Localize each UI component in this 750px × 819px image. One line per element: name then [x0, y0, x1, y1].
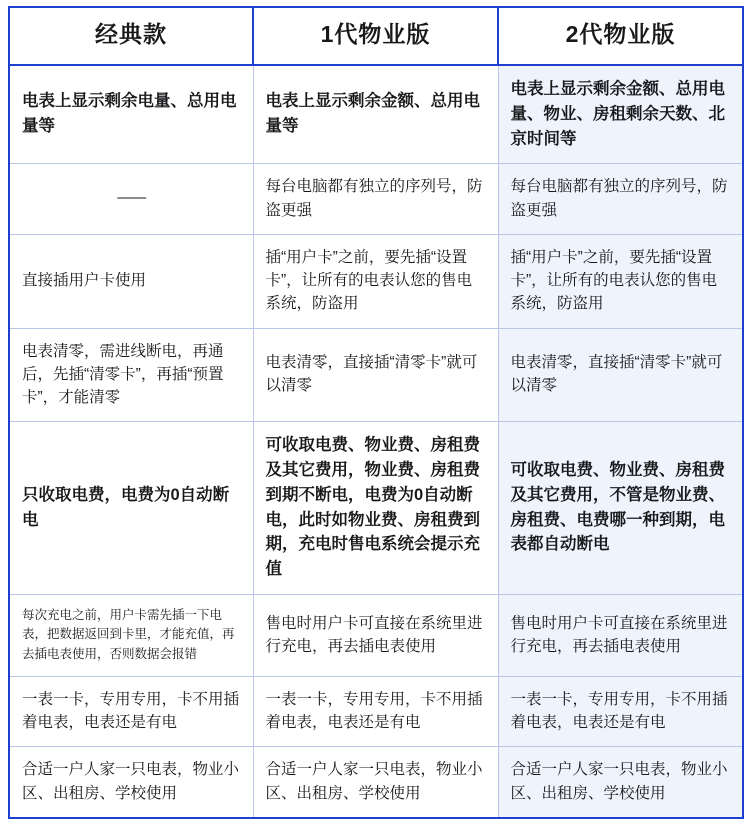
table-row: [9, 422, 743, 595]
column-header-gen1: [253, 7, 498, 65]
column-header-classic-label: 经典款: [95, 21, 167, 48]
row-1-cell-gen2: 电表上显示剩余金额、总用电量、物业、房租剩余天数、北京时间等: [498, 65, 743, 164]
row-5-cell-gen2: 可收取电费、物业费、房租费及其它费用，不管是物业费、房租费、电费哪一种到期，电表都自动断电: [498, 422, 743, 595]
row-4-cell-gen1: 电表清零，直接插“清零卡”就可以清零: [253, 328, 498, 422]
row-3-cell-classic: 直接插用户卡使用: [9, 234, 253, 328]
row-2-cell-gen1: 每台电脑都有独立的序列号，防盗更强: [253, 164, 498, 235]
table-row: [9, 164, 743, 235]
row-3-cell-gen2: 插“用户卡”之前，要先插“设置卡”，让所有的电表认您的售电系统，防盗用: [498, 234, 743, 328]
row-7-cell-classic: 一表一卡，专用专用，卡不用插着电表，电表还是有电: [9, 676, 253, 747]
column-header-gen1-label: 1代物业版: [320, 21, 431, 48]
row-5-cell-gen1: 可收取电费、物业费、房租费及其它费用，物业费、房租费到期不断电，电费为0自动断电，此时如物业费、房租费到期，充电时售电系统会提示充值: [253, 422, 498, 595]
row-6-cell-gen1: 售电时用户卡可直接在系统里进行充电，再去插电表使用: [253, 594, 498, 676]
row-8-cell-classic: 合适一户人家一只电表，物业小区、出租房、学校使用: [9, 747, 253, 818]
table-row: [9, 676, 743, 747]
table-header: [9, 7, 743, 65]
row-6-cell-classic: 每次充电之前，用户卡需先插一下电表，把数据返回到卡里，才能充值，再去插电表使用，否则数据会报错: [9, 594, 253, 676]
row-2-cell-gen2: 每台电脑都有独立的序列号，防盗更强: [498, 164, 743, 235]
header-row: [9, 7, 743, 65]
row-1-cell-classic: 电表上显示剩余电量、总用电量等: [9, 65, 253, 164]
table-row: [9, 234, 743, 328]
table-row: [9, 594, 743, 676]
row-6-cell-gen2: 售电时用户卡可直接在系统里进行充电，再去插电表使用: [498, 594, 743, 676]
row-1-cell-gen1: 电表上显示剩余金额、总用电量等: [253, 65, 498, 164]
row-8-cell-gen1: 合适一户人家一只电表，物业小区、出租房、学校使用: [253, 747, 498, 818]
product-comparison-table: [8, 6, 744, 819]
column-header-classic: [9, 7, 253, 65]
row-7-cell-gen1: 一表一卡，专用专用，卡不用插着电表，电表还是有电: [253, 676, 498, 747]
table-row: [9, 747, 743, 818]
column-header-gen2: [498, 7, 743, 65]
table-body: [9, 65, 743, 818]
row-8-cell-gen2: 合适一户人家一只电表，物业小区、出租房、学校使用: [498, 747, 743, 818]
row-7-cell-gen2: 一表一卡，专用专用，卡不用插着电表，电表还是有电: [498, 676, 743, 747]
row-5-cell-classic: 只收取电费，电费为0自动断电: [9, 422, 253, 595]
row-2-cell-classic: ——: [9, 164, 253, 235]
row-3-cell-gen1: 插“用户卡”之前，要先插“设置卡”，让所有的电表认您的售电系统，防盗用: [253, 234, 498, 328]
row-4-cell-classic: 电表清零，需进线断电，再通后，先插“清零卡”，再插“预置卡”，才能清零: [9, 328, 253, 422]
row-4-cell-gen2: 电表清零，直接插“清零卡”就可以清零: [498, 328, 743, 422]
table-row: [9, 328, 743, 422]
table-row: [9, 65, 743, 164]
column-header-gen2-label: 2代物业版: [565, 21, 676, 48]
